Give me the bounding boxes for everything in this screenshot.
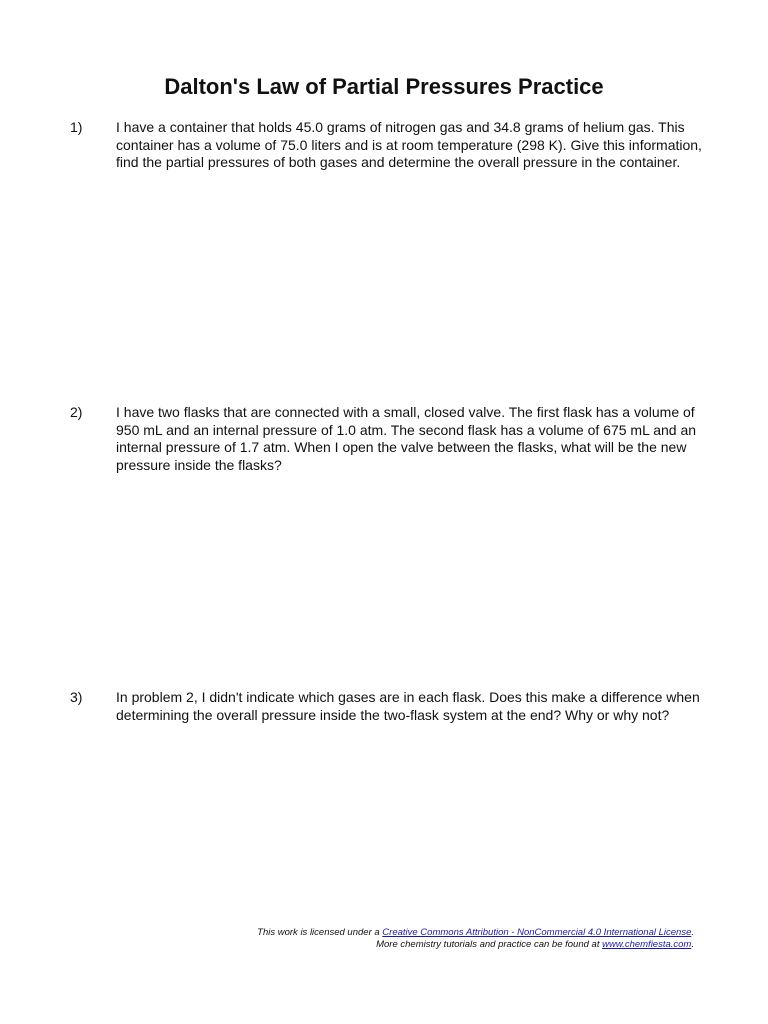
problem-number: 2) [70, 404, 83, 420]
footer [257, 927, 694, 951]
license-link[interactable]: Creative Commons Attribution - NonCommercial 4.0 International License [382, 927, 692, 938]
site-link[interactable]: www.chemfiesta.com [602, 939, 692, 950]
license-line [257, 927, 694, 939]
problem-text: I have two flasks that are connected with a small, closed valve. The first flask has a volume of 950 mL and an internal pressure of 1.0 atm. The second flask has a volume of 675 mL and an internal pressure of 1.7 atm. When I open the valve between the flasks, what will be the new pressure inside the flasks? [116, 404, 697, 473]
license-suffix: . [691, 927, 694, 938]
problem-text: I have a container that holds 45.0 grams of nitrogen gas and 34.8 grams of helium gas. This container has a volume of 75.0 liters and is at room temperature (298 K). Give this information, find the partial pressures of both gases and determine the overall pressure in the container. [116, 119, 702, 170]
problem-text: In problem 2, I didn't indicate which gases are in each flask. Does this make a difference when determining the overall pressure inside the two-flask system at the end? Why or why not? [116, 689, 700, 723]
problem-number: 3) [70, 689, 83, 705]
page-title: Dalton's Law of Partial Pressures Practice [164, 74, 604, 99]
more-prefix: More chemistry tutorials and practice can be found at [376, 939, 603, 950]
more-line [257, 939, 694, 951]
license-prefix: This work is licensed under a [257, 927, 383, 938]
problem-number: 1) [70, 119, 83, 135]
more-suffix: . [691, 939, 694, 950]
